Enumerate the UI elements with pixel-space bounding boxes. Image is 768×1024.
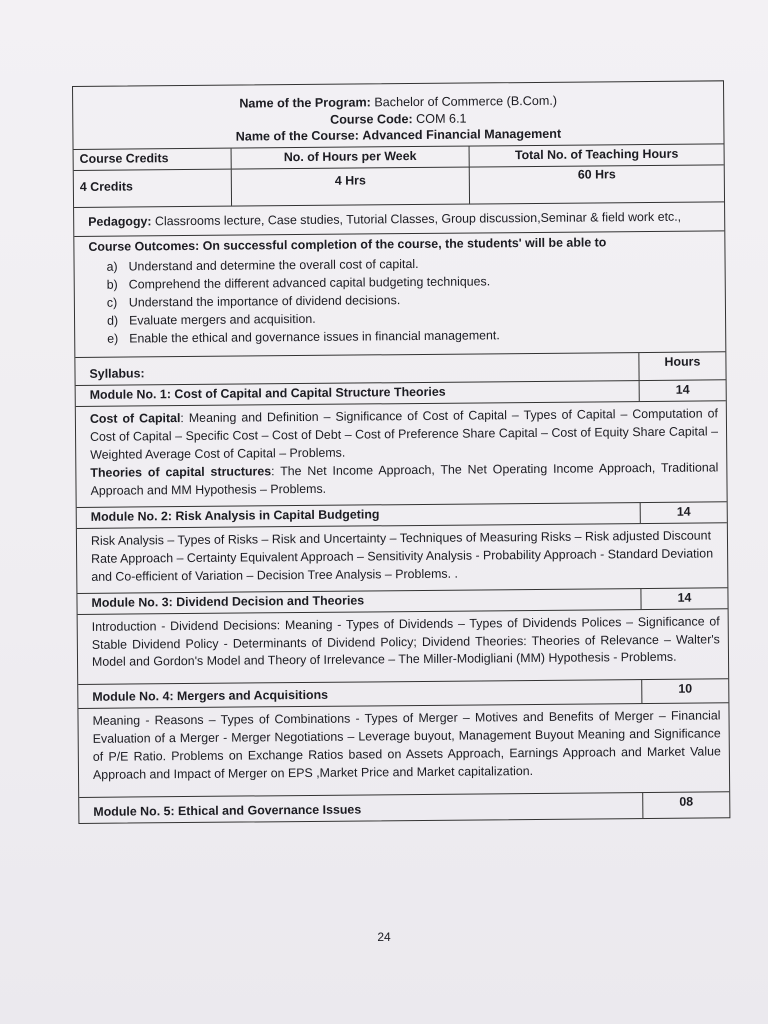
program-line: Name of the Program: Bachelor of Commerce (B.Com.) bbox=[239, 93, 558, 111]
outcomes-heading: Course Outcomes: On successful completion of the course, the students' will be able to bbox=[88, 235, 607, 254]
outcome-item: d) Evaluate mergers and acquisition. bbox=[106, 311, 316, 328]
module-2-title-row: Module No. 2: Risk Analysis in Capital Budgeting 14 bbox=[77, 502, 727, 529]
credits-header-row: Course Credits No. of Hours per Week Total No. of Teaching Hours bbox=[74, 144, 724, 171]
syllabus-table bbox=[72, 80, 730, 824]
outcomes-list bbox=[89, 253, 718, 348]
module-4-title-row: Module No. 4: Mergers and Acquisitions 10 bbox=[78, 680, 728, 710]
page-number: 24 bbox=[377, 930, 391, 944]
course-outcomes bbox=[74, 231, 725, 358]
module-1-content: Cost of Capital: Meaning and Definition – Significance of Cost of Capital – Types of Capital – Computation of Cost of Capital – Specific Cost – Cost of Debt – Cost of Preference Share Capital – Cost of Equity Share Capital – Weighted Average Cost of Capital – Problems. Theories of capital structures: The Net Income Approach, The Net Operating Income Approach, Traditional Approach and MM Hypothesis – Problems. bbox=[76, 401, 727, 508]
outcome-item: c) Understand the importance of dividend decisions. bbox=[106, 292, 401, 310]
syllabus-header-row: Syllabus: Hours bbox=[75, 352, 725, 386]
course-code-line: Course Code: COM 6.1 bbox=[330, 111, 467, 127]
course-header bbox=[73, 81, 724, 149]
credits-value-row: 4 Credits 4 Hrs 60 Hrs bbox=[74, 165, 724, 208]
module-3-title-row: Module No. 3: Dividend Decision and Theories 14 bbox=[77, 588, 727, 615]
outcome-item: a) Understand and determine the overall cost of capital. bbox=[106, 256, 419, 274]
module-5-title-row: Module No. 5: Ethical and Governance Issues 08 bbox=[79, 793, 729, 824]
pedagogy: Pedagogy: Classrooms lecture, Case studies, Tutorial Classes, Group discussion,Seminar & field work etc., bbox=[74, 202, 724, 237]
module-4-content: Meaning - Reasons – Types of Combinations - Types of Merger – Motives and Benefits of Merger – Financial Evaluation of a Merger - Merger Negotiations – Leverage buyout, Management Buyout Meaning and Significance of P/E Ratio. Problems on Exchange Ratios based on Assets Approach, Earnings Approach and Market Value Approach and Impact of Merger on EPS ,Market Price and Market capitalization. bbox=[78, 704, 729, 799]
module-3-content: Introduction - Dividend Decisions: Meaning - Types of Dividends – Types of Dividends Polices – Significance of Stable Dividend Policy - Determinants of Dividend Policy; Dividend Theories: Theories of Relevance – Walter's Model and Gordon's Model and Theory of Irrelevance – The Miller-Modigliani (MM) Hypothesis - Problems. bbox=[78, 609, 729, 686]
module-2-content: Risk Analysis – Types of Risks – Risk and Uncertainty – Techniques of Measuring Risks – Risk adjusted Discount Rate Approach – Certainty Equivalent Approach – Sensitivity Analysis - Probability Approach - Standard Deviation and Co-efficient of Variation – Decision Tree Analysis – Problems. . bbox=[77, 523, 728, 594]
outcome-item: e) Enable the ethical and governance issues in financial management. bbox=[107, 327, 500, 346]
course-name-line: Name of the Course: Advanced Financial Management bbox=[235, 126, 562, 144]
outcome-item: b) Comprehend the different advanced capital budgeting techniques. bbox=[106, 274, 491, 292]
module-1-title-row: Module No. 1: Cost of Capital and Capital Structure Theories 14 bbox=[76, 380, 726, 407]
